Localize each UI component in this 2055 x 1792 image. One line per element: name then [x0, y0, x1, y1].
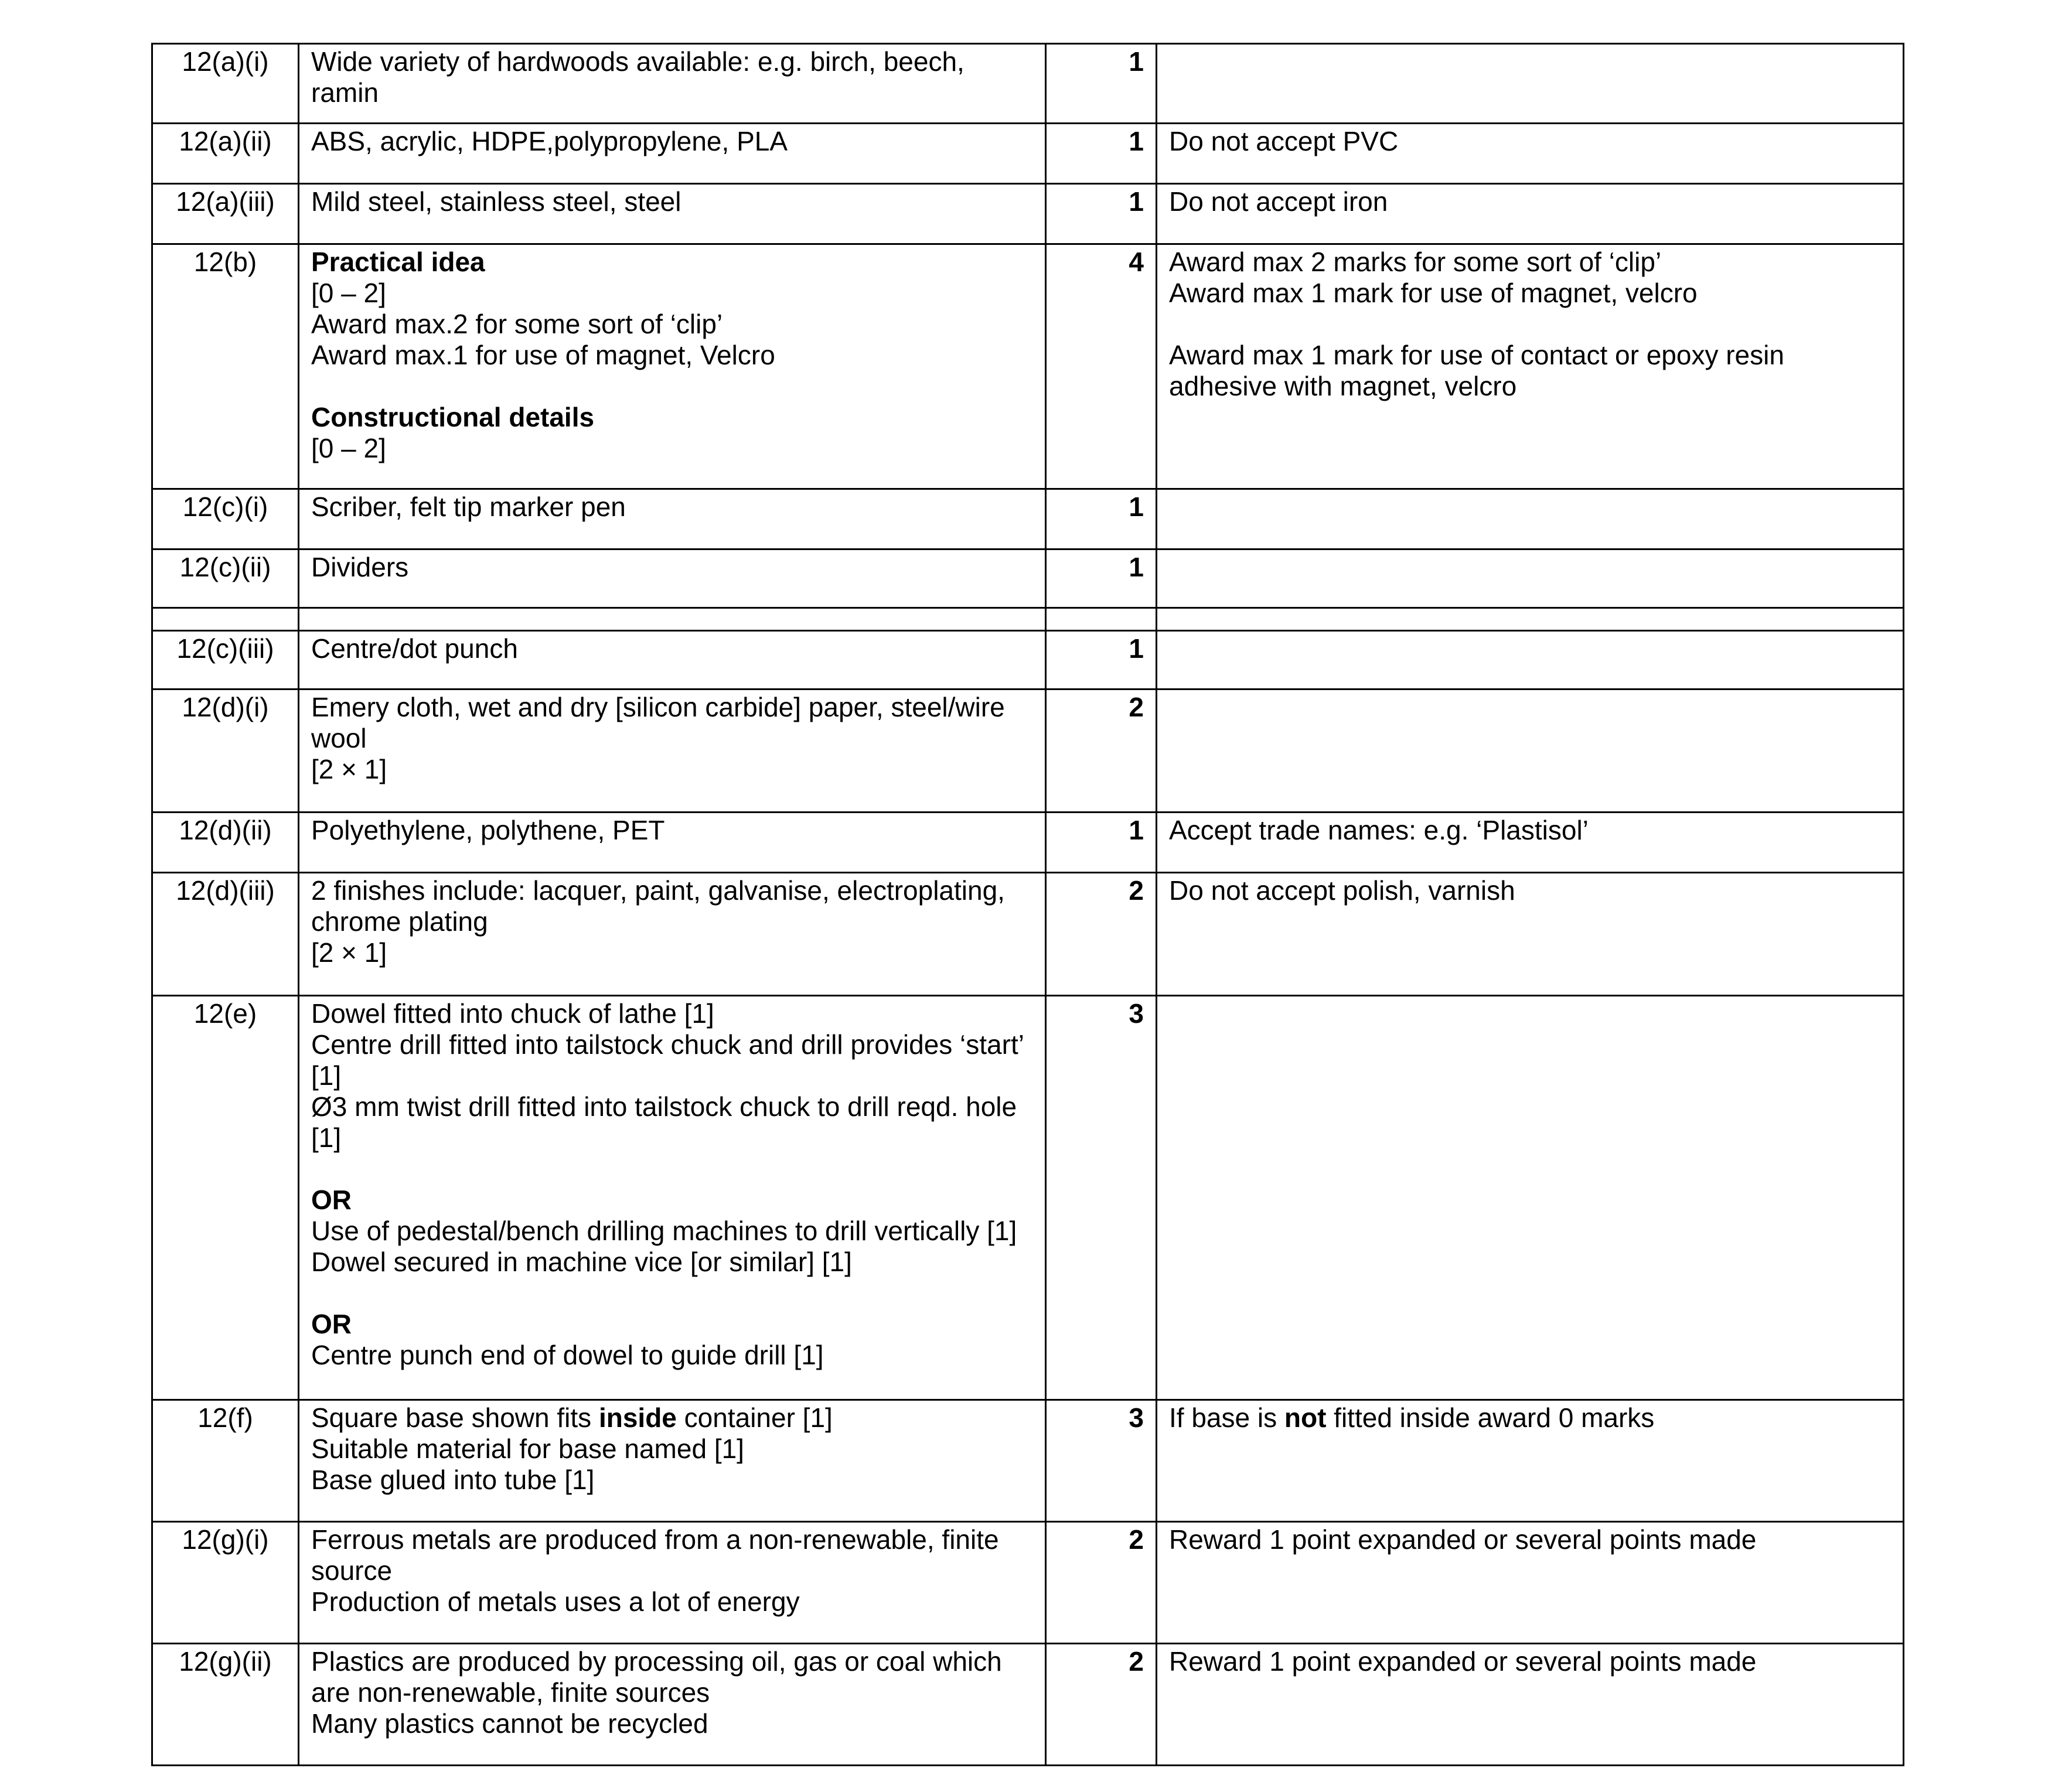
- answer-line: Base glued into tube [1]: [311, 1465, 595, 1495]
- table-row: [152, 813, 1904, 873]
- marks-cell: 2: [1046, 1644, 1157, 1766]
- answer-line: Ferrous metals are produced from a non-renewable, finite: [311, 1524, 999, 1555]
- answer-line: Mild steel, stainless steel, steel: [311, 186, 681, 217]
- answer-line: Production of metals uses a lot of energy: [311, 1586, 800, 1617]
- guidance-line: Do not accept iron: [1169, 186, 1388, 217]
- marks-cell: 1: [1046, 549, 1157, 608]
- answer-line: Dowel secured in machine vice [or similar] [1]: [311, 1247, 852, 1277]
- question-number: 12(c)(iii): [152, 631, 299, 690]
- table-row: [152, 631, 1904, 690]
- guidance-cell: [1157, 489, 1904, 549]
- spacer-row: [152, 608, 1904, 631]
- answer-line: Scriber, felt tip marker pen: [311, 491, 626, 522]
- answer-cell: [299, 813, 1046, 873]
- guidance-cell: [1157, 873, 1904, 996]
- answer-line: Centre punch end of dowel to guide drill [1]: [311, 1340, 824, 1370]
- guidance-line: Accept trade names: e.g. ‘Plastisol’: [1169, 815, 1589, 845]
- guidance-cell: [1157, 813, 1904, 873]
- emphasis-word: not: [1284, 1402, 1327, 1433]
- marks-cell: 3: [1046, 1400, 1157, 1522]
- guidance-line: Do not accept PVC: [1169, 126, 1399, 156]
- question-number: 12(c)(ii): [152, 549, 299, 608]
- guidance-line: adhesive with magnet, velcro: [1169, 371, 1517, 401]
- question-number: 12(d)(iii): [152, 873, 299, 996]
- marks-cell: 3: [1046, 996, 1157, 1400]
- answer-cell: [299, 996, 1046, 1400]
- marks-cell: 2: [1046, 873, 1157, 996]
- answer-line: [0 – 2]: [311, 433, 386, 463]
- answer-cell: [299, 549, 1046, 608]
- table-row: [152, 44, 1904, 124]
- answer-line: [1]: [311, 1060, 342, 1091]
- question-number: 12(a)(ii): [152, 124, 299, 184]
- answer-cell: [299, 244, 1046, 489]
- guidance-cell: [1157, 244, 1904, 489]
- answer-cell: [299, 690, 1046, 813]
- guidance-cell: [1157, 1644, 1904, 1766]
- answer-line: Centre/dot punch: [311, 633, 518, 664]
- answer-cell: [299, 44, 1046, 124]
- table-row: [152, 184, 1904, 244]
- answer-line: Use of pedestal/bench drilling machines to drill vertically [1]: [311, 1216, 1017, 1246]
- answer-heading: Practical idea: [311, 247, 485, 277]
- answer-line: source: [311, 1555, 393, 1586]
- blank-line: [311, 1278, 1033, 1309]
- answer-heading: Constructional details: [311, 402, 595, 432]
- question-number: 12(d)(ii): [152, 813, 299, 873]
- guidance-line-with-emphasis: If base is not fitted inside award 0 marks: [1169, 1402, 1655, 1433]
- spacer-cell: [152, 608, 299, 631]
- guidance-line: Reward 1 point expanded or several points made: [1169, 1524, 1757, 1555]
- table-row: [152, 690, 1904, 813]
- guidance-cell: [1157, 44, 1904, 124]
- blank-line: [1169, 309, 1891, 340]
- spacer-cell: [1046, 608, 1157, 631]
- spacer-cell: [1157, 608, 1904, 631]
- answer-line: Dividers: [311, 552, 409, 582]
- answer-line: Centre drill fitted into tailstock chuck and drill provides ‘start’: [311, 1029, 1024, 1060]
- answer-line: ABS, acrylic, HDPE,polypropylene, PLA: [311, 126, 788, 156]
- guidance-cell: [1157, 631, 1904, 690]
- guidance-line: Do not accept polish, varnish: [1169, 875, 1515, 906]
- mark-scheme-body: [152, 44, 1904, 1766]
- table-row: [152, 873, 1904, 996]
- marks-cell: 1: [1046, 184, 1157, 244]
- emphasis-word: inside: [598, 1402, 677, 1433]
- answer-line: Dowel fitted into chuck of lathe [1]: [311, 998, 714, 1029]
- question-number: 12(c)(i): [152, 489, 299, 549]
- marks-cell: 1: [1046, 489, 1157, 549]
- question-number: 12(a)(iii): [152, 184, 299, 244]
- table-row: [152, 244, 1904, 489]
- answer-line: Plastics are produced by processing oil, gas or coal which: [311, 1646, 1002, 1677]
- answer-line: [0 – 2]: [311, 278, 386, 308]
- marks-cell: 2: [1046, 690, 1157, 813]
- guidance-line: Reward 1 point expanded or several points made: [1169, 1646, 1757, 1677]
- answer-line-with-emphasis: Square base shown fits inside container [1]: [311, 1402, 833, 1433]
- answer-line: [2 × 1]: [311, 754, 387, 784]
- question-number: 12(d)(i): [152, 690, 299, 813]
- answer-cell: [299, 1522, 1046, 1644]
- answer-cell: [299, 124, 1046, 184]
- table-row: [152, 1400, 1904, 1522]
- answer-line: wool: [311, 723, 367, 753]
- answer-line: Emery cloth, wet and dry [silicon carbide] paper, steel/wire: [311, 692, 1005, 722]
- answer-line: ramin: [311, 77, 379, 108]
- marks-cell: 1: [1046, 631, 1157, 690]
- marks-cell: 1: [1046, 124, 1157, 184]
- guidance-line: Award max 1 mark for use of magnet, velcro: [1169, 278, 1698, 308]
- table-row: [152, 549, 1904, 608]
- answer-cell: [299, 184, 1046, 244]
- table-row: [152, 489, 1904, 549]
- answer-line: [2 × 1]: [311, 937, 387, 968]
- guidance-cell: [1157, 1400, 1904, 1522]
- marks-cell: 2: [1046, 1522, 1157, 1644]
- answer-cell: [299, 873, 1046, 996]
- answer-line: Suitable material for base named [1]: [311, 1433, 744, 1464]
- guidance-line: Award max 1 mark for use of contact or epoxy resin: [1169, 340, 1784, 370]
- answer-line: chrome plating: [311, 906, 488, 937]
- answer-line: Award max.1 for use of magnet, Velcro: [311, 340, 775, 370]
- spacer-cell: [299, 608, 1046, 631]
- answer-heading: OR: [311, 1309, 352, 1339]
- marks-cell: 1: [1046, 813, 1157, 873]
- answer-cell: [299, 489, 1046, 549]
- question-number: 12(g)(i): [152, 1522, 299, 1644]
- answer-heading: OR: [311, 1185, 352, 1215]
- answer-cell: [299, 1644, 1046, 1766]
- table-row: [152, 996, 1904, 1400]
- question-number: 12(e): [152, 996, 299, 1400]
- table-row: [152, 124, 1904, 184]
- blank-line: [311, 1153, 1033, 1185]
- guidance-cell: [1157, 1522, 1904, 1644]
- question-number: 12(a)(i): [152, 44, 299, 124]
- answer-cell: [299, 631, 1046, 690]
- answer-line: 2 finishes include: lacquer, paint, galvanise, electroplating,: [311, 875, 1005, 906]
- answer-cell: [299, 1400, 1046, 1522]
- guidance-cell: [1157, 996, 1904, 1400]
- blank-line: [311, 371, 1033, 402]
- answer-line: Award max.2 for some sort of ‘clip’: [311, 309, 723, 339]
- question-number: 12(b): [152, 244, 299, 489]
- answer-line: [1]: [311, 1122, 342, 1153]
- marks-cell: 4: [1046, 244, 1157, 489]
- guidance-line: Award max 2 marks for some sort of ‘clip’: [1169, 247, 1662, 277]
- answer-line: Ø3 mm twist drill fitted into tailstock chuck to drill reqd. hole: [311, 1091, 1017, 1122]
- table-row: [152, 1644, 1904, 1766]
- question-number: 12(g)(ii): [152, 1644, 299, 1766]
- guidance-cell: [1157, 184, 1904, 244]
- guidance-cell: [1157, 690, 1904, 813]
- guidance-cell: [1157, 549, 1904, 608]
- answer-line: Wide variety of hardwoods available: e.g. birch, beech,: [311, 46, 965, 77]
- answer-line: are non-renewable, finite sources: [311, 1677, 710, 1708]
- guidance-cell: [1157, 124, 1904, 184]
- question-number: 12(f): [152, 1400, 299, 1522]
- answer-line: Many plastics cannot be recycled: [311, 1708, 708, 1739]
- table-row: [152, 1522, 1904, 1644]
- marks-cell: 1: [1046, 44, 1157, 124]
- mark-scheme-table: [151, 43, 1904, 1766]
- answer-line: Polyethylene, polythene, PET: [311, 815, 665, 845]
